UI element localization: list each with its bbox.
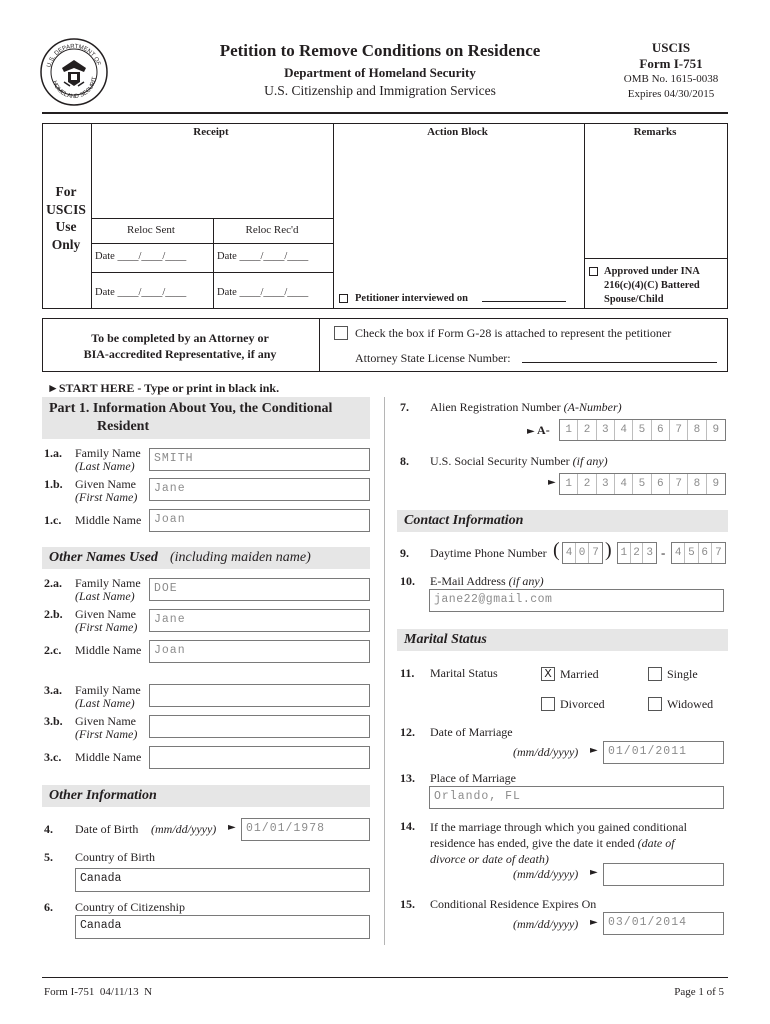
approved-ina-label: Approved under INA 216(c)(4)(C) Battered Spouse/Child (604, 266, 700, 305)
reloc-recd-date-1: Date ____/____/____ (217, 251, 309, 262)
q11-number: 11. (400, 666, 415, 680)
department-name: Department of Homeland Security (284, 65, 476, 80)
other-info-header: Other Information (42, 785, 370, 807)
approved-ina-checkbox[interactable] (589, 267, 598, 276)
country-of-citizenship-input[interactable]: Canada (75, 915, 370, 939)
q13-number: 13. (400, 771, 415, 785)
q1b-label: Given Name (75, 477, 136, 491)
q6-number: 6. (44, 900, 53, 914)
action-block-header: Action Block (427, 126, 488, 138)
q14-arrow-icon: ► (590, 867, 598, 878)
q3b-sublabel: (First Name) (75, 727, 138, 741)
q4-label: Date of Birth (75, 822, 139, 836)
marriage-end-date-input[interactable] (603, 863, 724, 886)
remarks-header: Remarks (633, 126, 677, 138)
q10-label: E-Mail Address (if any) (430, 574, 544, 588)
q1a-number: 1.a. (44, 446, 62, 460)
reloc-recd-date-2: Date ____/____/____ (217, 287, 309, 298)
single-checkbox[interactable] (648, 667, 662, 681)
place-of-marriage-input[interactable]: Orlando, FL (429, 786, 724, 809)
widowed-checkbox[interactable] (648, 697, 662, 711)
q9-paren-open: ( (553, 539, 560, 561)
reloc-sent-date-1: Date ____/____/____ (95, 251, 187, 262)
q1c-label: Middle Name (75, 513, 142, 527)
g28-checkbox[interactable] (334, 326, 348, 340)
svg-text:HOMELAND SECURITY: HOMELAND SECURIT (50, 76, 99, 101)
q3a-label: Family Name (75, 683, 141, 697)
a-number-input[interactable]: 1 2 3 4 5 6 7 8 9 (559, 419, 726, 441)
single-label: Single (667, 667, 698, 681)
q2a-label: Family Name (75, 576, 141, 590)
q15-label: Conditional Residence Expires On (430, 897, 597, 911)
reloc-recd-label: Reloc Rec'd (245, 224, 299, 236)
q1b-sublabel: (First Name) (75, 490, 138, 504)
q3c-number: 3.c. (44, 750, 62, 764)
middle-name-input[interactable]: Joan (149, 509, 370, 532)
q3b-label: Given Name (75, 714, 136, 728)
q7-label: Alien Registration Number (A-Number) (430, 400, 622, 414)
phone-area-code-input[interactable]: 4 0 7 (562, 542, 603, 564)
other-given-name-1-input[interactable]: Jane (149, 609, 370, 632)
divorced-label: Divorced (560, 697, 605, 711)
part1-header: Part 1. Information About You, the Conditional Resident (42, 397, 370, 439)
other-given-name-2-input[interactable] (149, 715, 370, 738)
attorney-instructions: To be completed by an Attorney or BIA-accredited Representative, if any (83, 331, 277, 361)
email-input[interactable]: jane22@gmail.com (429, 589, 724, 612)
q2b-label: Given Name (75, 607, 136, 621)
omb-number: OMB No. 1615-0038 (623, 73, 719, 85)
q9-label: Daytime Phone Number (430, 546, 547, 560)
q14-format: (mm/dd/yyyy) (513, 867, 579, 881)
q2c-label: Middle Name (75, 643, 142, 657)
attorney-license-input[interactable] (522, 362, 717, 363)
other-family-name-1-input[interactable]: DOE (149, 578, 370, 601)
q12-number: 12. (400, 725, 415, 739)
uscis-use-label: For USCIS Use Only (46, 184, 86, 252)
q14-number: 14. (400, 819, 415, 833)
q3a-sublabel: (Last Name) (75, 696, 135, 710)
petitioner-interviewed-label: Petitioner interviewed on (355, 293, 468, 304)
form-title: Petition to Remove Conditions on Residence (219, 41, 541, 60)
petitioner-interviewed-line (482, 301, 566, 302)
q4-format: (mm/dd/yyyy) (151, 822, 217, 836)
q7-number: 7. (400, 400, 409, 414)
expiration-date: Expires 04/30/2015 (627, 88, 715, 100)
q14-label: If the marriage through which you gained conditional residence has ended, give the date it ended (date of divorce or date of death) (430, 820, 687, 866)
petitioner-interviewed-checkbox[interactable] (339, 294, 348, 303)
attorney-license-label: Attorney State License Number: (355, 351, 511, 365)
q2b-sublabel: (First Name) (75, 620, 138, 634)
form-number: Form I-751 (639, 56, 703, 71)
q3c-label: Middle Name (75, 750, 142, 764)
q15-format: (mm/dd/yyyy) (513, 917, 579, 931)
q3b-number: 3.b. (44, 714, 63, 728)
q8-label: U.S. Social Security Number (if any) (430, 454, 608, 468)
country-of-birth-input[interactable]: Canada (75, 868, 370, 892)
marital-status-header: Marital Status (397, 629, 728, 651)
reloc-sent-label: Reloc Sent (127, 224, 175, 236)
q2c-number: 2.c. (44, 643, 62, 657)
other-middle-name-1-input[interactable]: Joan (149, 640, 370, 663)
q9-paren-close: ) (605, 539, 612, 561)
q2a-number: 2.a. (44, 576, 62, 590)
agency-short: USCIS (651, 40, 691, 55)
form-edition: Form I-751 04/11/13 N (44, 986, 153, 998)
other-middle-name-2-input[interactable] (149, 746, 370, 769)
q4-number: 4. (44, 822, 53, 836)
svg-text:U.S. DEPARTMENT OF: U.S. DEPARTMENT OF (46, 43, 102, 69)
header-rule (42, 112, 728, 114)
ssn-input[interactable]: 1 2 3 4 5 6 7 8 9 (559, 473, 726, 495)
other-family-name-2-input[interactable] (149, 684, 370, 707)
q5-number: 5. (44, 850, 53, 864)
q3a-number: 3.a. (44, 683, 62, 697)
married-checkbox[interactable]: X (541, 667, 555, 681)
divorced-checkbox[interactable] (541, 697, 555, 711)
q1a-sublabel: (Last Name) (75, 459, 135, 473)
q8-arrow-icon: ► (548, 477, 556, 488)
receipt-header: Receipt (193, 126, 229, 138)
dhs-seal (40, 38, 108, 106)
widowed-label: Widowed (667, 697, 714, 711)
page-number: Page 1 of 5 (674, 986, 724, 998)
family-name-input[interactable]: SMITH (149, 448, 370, 471)
q12-format: (mm/dd/yyyy) (513, 745, 579, 759)
q1b-number: 1.b. (44, 477, 63, 491)
q5-label: Country of Birth (75, 850, 155, 864)
start-here: ►START HERE - Type or print in black ink. (47, 381, 280, 395)
other-names-header: Other Names Used (including maiden name) (42, 547, 370, 569)
date-of-birth-input[interactable]: 01/01/1978 (241, 818, 370, 841)
phone-prefix-input[interactable]: 1 2 3 (617, 542, 657, 564)
g28-label: Check the box if Form G-28 is attached to represent the petitioner (355, 326, 672, 340)
q10-number: 10. (400, 574, 415, 588)
phone-line-input[interactable]: 4 5 6 7 (671, 542, 726, 564)
footer-rule (42, 977, 728, 978)
q6-label: Country of Citizenship (75, 900, 185, 914)
q15-arrow-icon: ► (590, 917, 598, 928)
q9-number: 9. (400, 546, 409, 560)
date-of-marriage-input[interactable]: 01/01/2011 (603, 741, 724, 764)
column-divider (384, 397, 385, 945)
q11-label: Marital Status (430, 666, 498, 680)
q15-number: 15. (400, 897, 415, 911)
q12-label: Date of Marriage (430, 725, 513, 739)
q12-arrow-icon: ► (590, 745, 598, 756)
contact-info-header: Contact Information (397, 510, 728, 532)
given-name-input[interactable]: Jane (149, 478, 370, 501)
conditional-residence-expires-input[interactable]: 03/01/2014 (603, 912, 724, 935)
married-label: Married (560, 667, 599, 681)
reloc-sent-date-2: Date ____/____/____ (95, 287, 187, 298)
q1a-label: Family Name (75, 446, 141, 460)
q8-number: 8. (400, 454, 409, 468)
agency-name: U.S. Citizenship and Immigration Services (264, 83, 496, 98)
q4-arrow-icon: ► (228, 822, 236, 833)
q2a-sublabel: (Last Name) (75, 589, 135, 603)
q1c-number: 1.c. (44, 513, 62, 527)
q2b-number: 2.b. (44, 607, 63, 621)
q13-label: Place of Marriage (430, 771, 516, 785)
q9-dash: - (661, 545, 666, 560)
a-number-prefix: ► A- (527, 423, 550, 437)
